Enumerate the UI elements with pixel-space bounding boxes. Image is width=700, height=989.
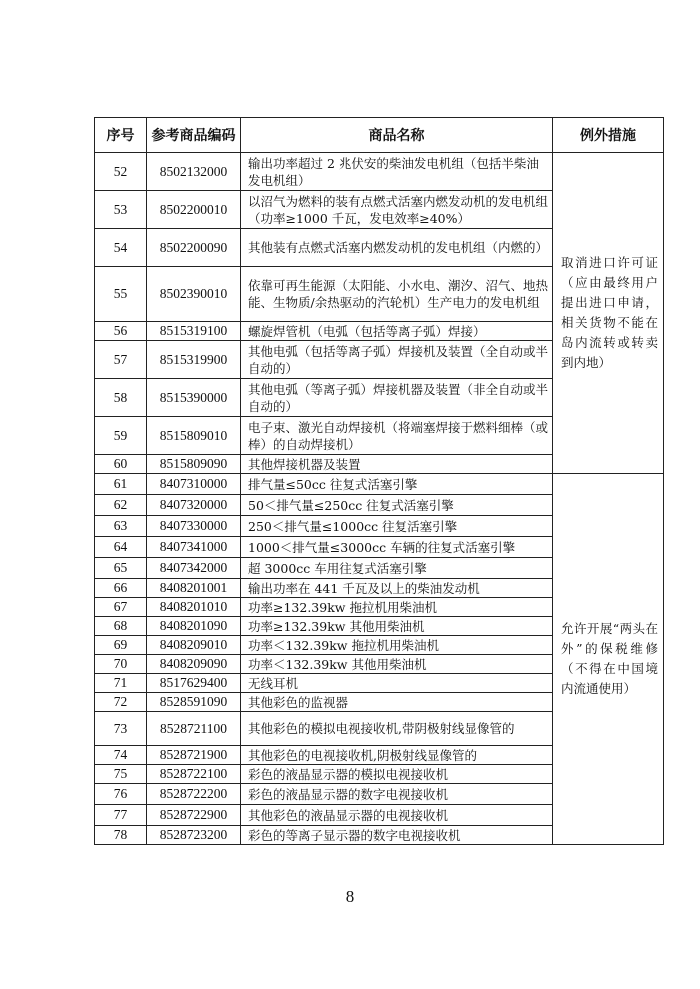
row-serial-no: 64 — [95, 537, 147, 558]
row-product-name: 螺旋焊管机（电弧（包括等离子弧）焊接） — [241, 322, 553, 341]
row-product-name: 其他装有点燃式活塞内燃发动机的发电机组（内燃的） — [241, 229, 553, 267]
row-reference-code: 8502390010 — [147, 267, 241, 322]
row-product-name: 功率≥132.39kw 拖拉机用柴油机 — [241, 598, 553, 617]
row-serial-no: 55 — [95, 267, 147, 322]
row-product-name: 以沼气为燃料的装有点燃式活塞内燃发动机的发电机组（功率≥1000 千瓦，发电效率≥40%） — [241, 191, 553, 229]
row-serial-no: 62 — [95, 495, 147, 516]
row-product-name: 输出功率在 441 千瓦及以上的柴油发动机 — [241, 579, 553, 598]
exceptions-table — [94, 117, 664, 845]
row-serial-no: 60 — [95, 455, 147, 474]
row-product-name: 依靠可再生能源（太阳能、小水电、潮汐、沼气、地热能、生物质/余热驱动的汽轮机）生产电力的发电机组 — [241, 267, 553, 322]
row-product-name: 其他彩色的监视器 — [241, 693, 553, 712]
row-reference-code: 8515809010 — [147, 417, 241, 455]
row-reference-code: 8408201010 — [147, 598, 241, 617]
row-reference-code: 8408209010 — [147, 636, 241, 655]
row-reference-code: 8515809090 — [147, 455, 241, 474]
table-row — [95, 474, 664, 495]
row-product-name: 无线耳机 — [241, 674, 553, 693]
row-product-name: 彩色的等离子显示器的数字电视接收机 — [241, 826, 553, 845]
row-reference-code: 8515319900 — [147, 341, 241, 379]
row-reference-code: 8528722200 — [147, 784, 241, 805]
row-serial-no: 70 — [95, 655, 147, 674]
row-serial-no: 71 — [95, 674, 147, 693]
row-reference-code: 8407330000 — [147, 516, 241, 537]
row-reference-code: 8408201090 — [147, 617, 241, 636]
row-product-name: 功率＜132.39kw 其他用柴油机 — [241, 655, 553, 674]
row-reference-code: 8515319100 — [147, 322, 241, 341]
row-reference-code: 8408209090 — [147, 655, 241, 674]
page-number: 8 — [345, 887, 355, 906]
row-serial-no: 63 — [95, 516, 147, 537]
row-serial-no: 74 — [95, 746, 147, 765]
row-serial-no: 59 — [95, 417, 147, 455]
exception-measure-cell: 取消进口许可证（应由最终用户提出进口申请，相关货物不能在岛内流转或转卖到内地） — [553, 153, 664, 474]
row-serial-no: 78 — [95, 826, 147, 845]
exception-measure-cell: 允许开展“两头在外”的保税维修（不得在中国境内流通使用） — [553, 474, 664, 845]
row-reference-code: 8528721100 — [147, 712, 241, 746]
row-product-name: 250＜排气量≤1000cc 往复活塞引擎 — [241, 516, 553, 537]
header-product-name: 商品名称 — [241, 118, 553, 153]
row-serial-no: 77 — [95, 805, 147, 826]
row-reference-code: 8502200010 — [147, 191, 241, 229]
row-product-name: 电子束、激光自动焊接机（将端塞焊接于燃料细棒（或棒）的自动焊接机） — [241, 417, 553, 455]
row-serial-no: 69 — [95, 636, 147, 655]
row-serial-no: 53 — [95, 191, 147, 229]
row-reference-code: 8515390000 — [147, 379, 241, 417]
row-reference-code: 8528722100 — [147, 765, 241, 784]
row-reference-code: 8528721900 — [147, 746, 241, 765]
row-reference-code: 8528722900 — [147, 805, 241, 826]
row-serial-no: 68 — [95, 617, 147, 636]
row-product-name: 功率＜132.39kw 拖拉机用柴油机 — [241, 636, 553, 655]
row-serial-no: 56 — [95, 322, 147, 341]
row-serial-no: 57 — [95, 341, 147, 379]
row-reference-code: 8528723200 — [147, 826, 241, 845]
row-product-name: 彩色的液晶显示器的模拟电视接收机 — [241, 765, 553, 784]
row-product-name: 1000＜排气量≤3000cc 车辆的往复式活塞引擎 — [241, 537, 553, 558]
row-product-name: 50＜排气量≤250cc 往复式活塞引擎 — [241, 495, 553, 516]
row-serial-no: 76 — [95, 784, 147, 805]
row-product-name: 彩色的液晶显示器的数字电视接收机 — [241, 784, 553, 805]
row-reference-code: 8407310000 — [147, 474, 241, 495]
row-reference-code: 8528591090 — [147, 693, 241, 712]
row-product-name: 其他电弧（等离子弧）焊接机器及装置（非全自动或半自动的） — [241, 379, 553, 417]
row-reference-code: 8408201001 — [147, 579, 241, 598]
row-product-name: 排气量≤50cc 往复式活塞引擎 — [241, 474, 553, 495]
row-product-name: 其他彩色的电视接收机,阴极射线显像管的 — [241, 746, 553, 765]
row-serial-no: 52 — [95, 153, 147, 191]
row-serial-no: 65 — [95, 558, 147, 579]
row-product-name: 超 3000cc 车用往复式活塞引擎 — [241, 558, 553, 579]
row-product-name: 其他彩色的液晶显示器的电视接收机 — [241, 805, 553, 826]
table-row — [95, 153, 664, 191]
row-product-name: 功率≥132.39kw 其他用柴油机 — [241, 617, 553, 636]
row-serial-no: 72 — [95, 693, 147, 712]
row-product-name: 输出功率超过 2 兆伏安的柴油发电机组（包括半柴油发电机组） — [241, 153, 553, 191]
row-serial-no: 54 — [95, 229, 147, 267]
row-serial-no: 67 — [95, 598, 147, 617]
row-product-name: 其他电弧（包括等离子弧）焊接机及装置（全自动或半自动的） — [241, 341, 553, 379]
row-reference-code: 8502200090 — [147, 229, 241, 267]
table-body — [95, 153, 664, 845]
table-header-row — [95, 118, 664, 153]
row-serial-no: 75 — [95, 765, 147, 784]
header-reference-code: 参考商品编码 — [147, 118, 241, 153]
row-serial-no: 66 — [95, 579, 147, 598]
row-reference-code: 8407342000 — [147, 558, 241, 579]
row-reference-code: 8407320000 — [147, 495, 241, 516]
row-reference-code: 8502132000 — [147, 153, 241, 191]
row-reference-code: 8517629400 — [147, 674, 241, 693]
row-product-name: 其他彩色的模拟电视接收机,带阴极射线显像管的 — [241, 712, 553, 746]
row-serial-no: 58 — [95, 379, 147, 417]
row-serial-no: 61 — [95, 474, 147, 495]
row-reference-code: 8407341000 — [147, 537, 241, 558]
header-serial-no: 序号 — [95, 118, 147, 153]
row-serial-no: 73 — [95, 712, 147, 746]
header-exception-measure: 例外措施 — [553, 118, 664, 153]
row-product-name: 其他焊接机器及装置 — [241, 455, 553, 474]
